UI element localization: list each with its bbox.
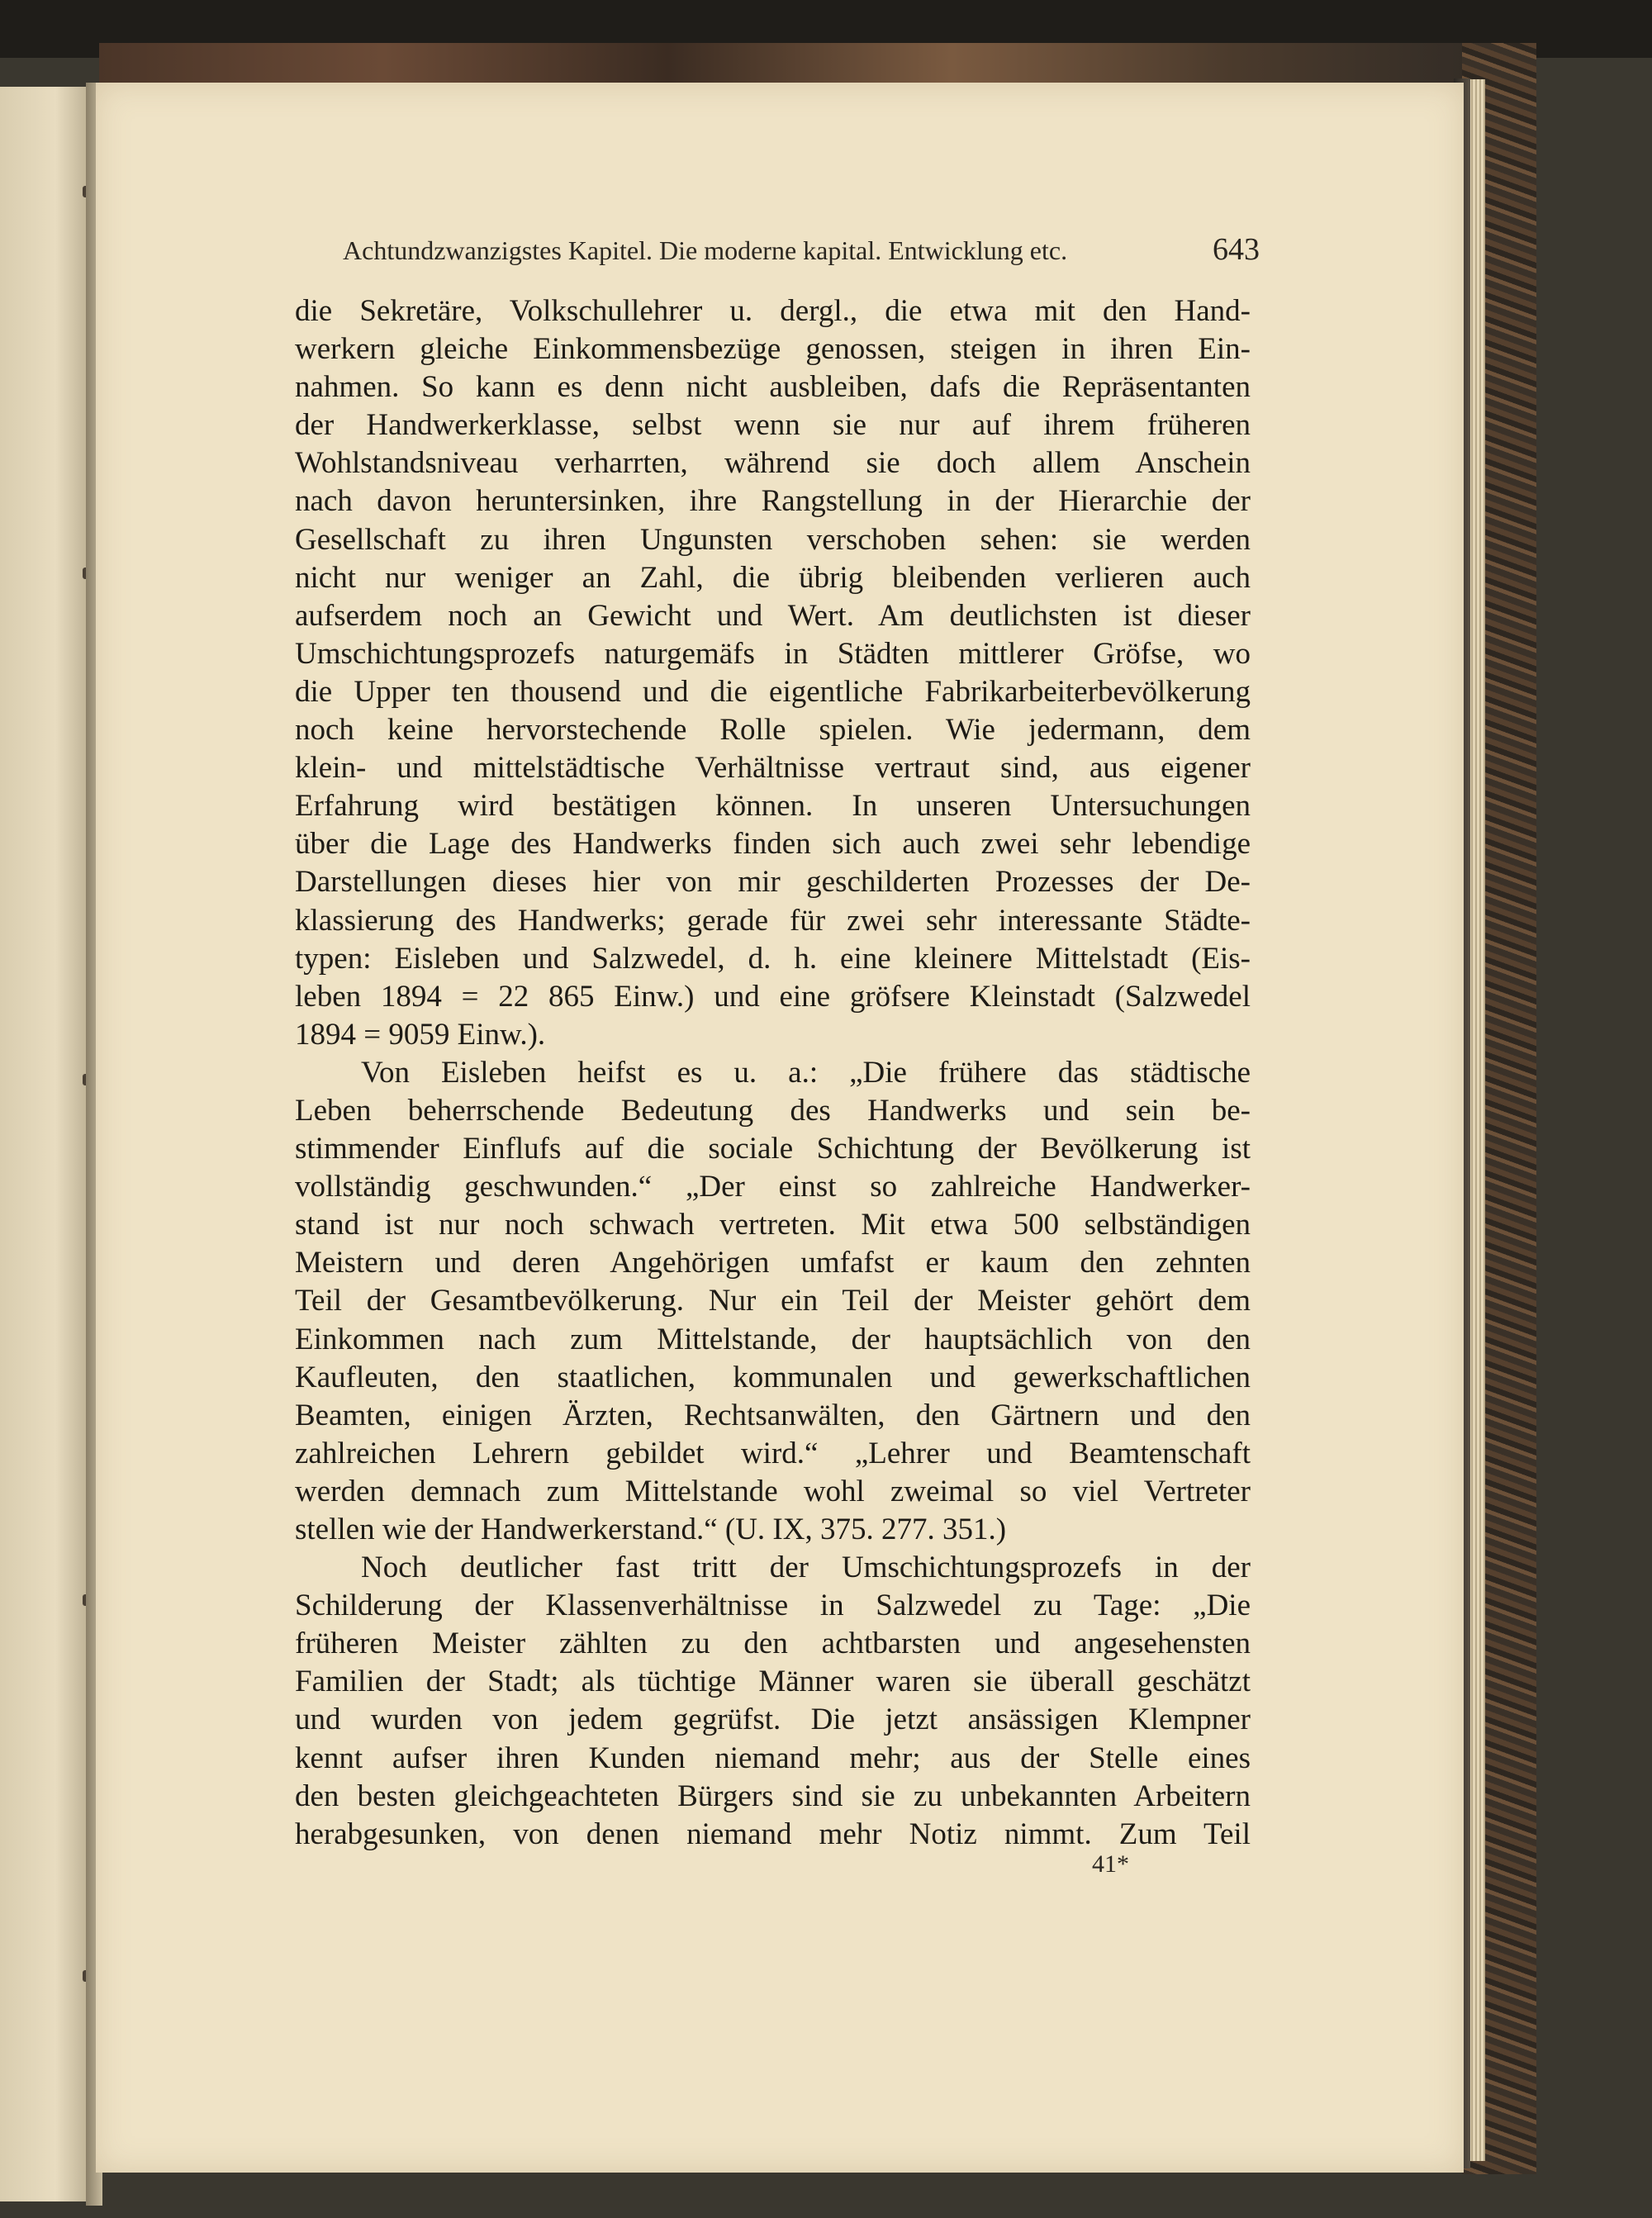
text-line: der Handwerkerklasse, selbst wenn sie nur auf ihrem früheren (295, 408, 1251, 443)
text-line: Noch deutlicher fast tritt der Umschichtungsprozefs in der (361, 1551, 1251, 1585)
text-line: Beamten, einigen Ärzten, Rechtsanwälten, den Gärtnern und den (295, 1398, 1251, 1432)
text-line: noch keine hervorstechende Rolle spielen. Wie jedermann, dem (295, 713, 1251, 748)
text-line: die Sekretäre, Volkschullehrer u. dergl., die etwa mit den Hand- (295, 294, 1251, 328)
text-line: klassierung des Handwerks; gerade für zwei sehr interessante Städte- (295, 903, 1251, 938)
page-number: 643 (1213, 232, 1260, 267)
text-line: den besten gleichgeachteten Bürgers sind sie zu unbekannten Arbeitern (295, 1779, 1251, 1813)
text-line: 1894 = 9059 Einw.). (295, 1017, 546, 1052)
text-line: Von Eisleben heifst es u. a.: „Die frühere das städtische (361, 1055, 1251, 1090)
text-line: werden demnach zum Mittelstande wohl zweimal so viel Vertreter (295, 1474, 1251, 1508)
running-head (343, 231, 1260, 268)
text-line: Darstellungen dieses hier von mir geschilderten Prozesses der De- (295, 865, 1251, 900)
text-line: Teil der Gesamtbevölkerung. Nur ein Teil der Meister gehört dem (295, 1284, 1251, 1318)
signature-mark: 41* (1092, 1850, 1129, 1878)
text-line: Meistern und deren Angehörigen umfafst er kaum den zehnten (295, 1246, 1251, 1280)
text-line: und wurden von jedem gegrüfst. Die jetzt ansässigen Klempner (295, 1703, 1251, 1737)
text-line: nicht nur weniger an Zahl, die übrig bleibenden verlieren auch (295, 560, 1251, 595)
text-line: stand ist nur noch schwach vertreten. Mit etwa 500 selbständigen (295, 1208, 1251, 1242)
text-line: Schilderung der Klassenverhältnisse in Salzwedel zu Tage: „Die (295, 1589, 1251, 1623)
text-line: herabgesunken, von denen niemand mehr Notiz nimmt. Zum Teil (295, 1817, 1251, 1851)
text-line: leben 1894 = 22 865 Einw.) und eine gröfsere Kleinstadt (Salzwedel (295, 979, 1251, 1014)
text-line: Familien der Stadt; als tüchtige Männer waren sie überall geschätzt (295, 1665, 1251, 1699)
facing-page-edge (0, 87, 93, 2201)
text-line: die Upper ten thousend und die eigentliche Fabrikarbeiterbevölkerung (295, 674, 1251, 709)
text-line: nahmen. So kann es denn nicht ausbleiben, dafs die Repräsentanten (295, 370, 1251, 405)
text-line: vollständig geschwunden.“ „Der einst so zahlreiche Handwerker- (295, 1170, 1251, 1204)
running-head-title: Achtundzwanzigstes Kapitel. Die moderne kapital. Entwicklung etc. (343, 235, 1068, 265)
text-line: nach davon heruntersinken, ihre Rangstellung in der Hierarchie der (295, 484, 1251, 519)
text-line: Umschichtungsprozefs naturgemäfs in Städten mittlerer Gröfse, wo (295, 636, 1251, 671)
text-line: Wohlstandsniveau verharrten, während sie doch allem Anschein (295, 446, 1251, 481)
text-line: stellen wie der Handwerkerstand.“ (U. IX, 375. 277. 351.) (295, 1513, 1007, 1546)
text-line: Erfahrung wird bestätigen können. In unseren Untersuchungen (295, 789, 1251, 824)
text-line: Einkommen nach zum Mittelstande, der hauptsächlich von den (295, 1322, 1251, 1356)
text-line: über die Lage des Handwerks finden sich auch zwei sehr lebendige (295, 827, 1251, 862)
text-line: aufserdem noch an Gewicht und Wert. Am deutlichsten ist dieser (295, 598, 1251, 633)
text-line: früheren Meister zählten zu den achtbarsten und angesehensten (295, 1627, 1251, 1661)
text-line: Kaufleuten, den staatlichen, kommunalen und gewerkschaftlichen (295, 1360, 1251, 1394)
text-line: zahlreichen Lehrern gebildet wird.“ „Lehrer und Beamtenschaft (295, 1436, 1251, 1470)
text-line: typen: Eisleben und Salzwedel, d. h. eine kleinere Mittelstadt (Eis- (295, 941, 1251, 976)
text-line: klein- und mittelstädtische Verhältnisse vertraut sind, aus eigener (295, 751, 1251, 786)
text-line: kennt aufser ihren Kunden niemand mehr; aus der Stelle eines (295, 1741, 1251, 1775)
body-text (295, 292, 1251, 1854)
text-line: werkern gleiche Einkommensbezüge genossen, steigen in ihren Ein- (295, 332, 1251, 367)
text-line: Gesellschaft zu ihren Ungunsten verschoben sehen: sie werden (295, 522, 1251, 557)
text-line: stimmender Einflufs auf die sociale Schichtung der Bevölkerung ist (295, 1132, 1251, 1166)
text-line: Leben beherrschende Bedeutung des Handwerks und sein be- (295, 1093, 1251, 1128)
